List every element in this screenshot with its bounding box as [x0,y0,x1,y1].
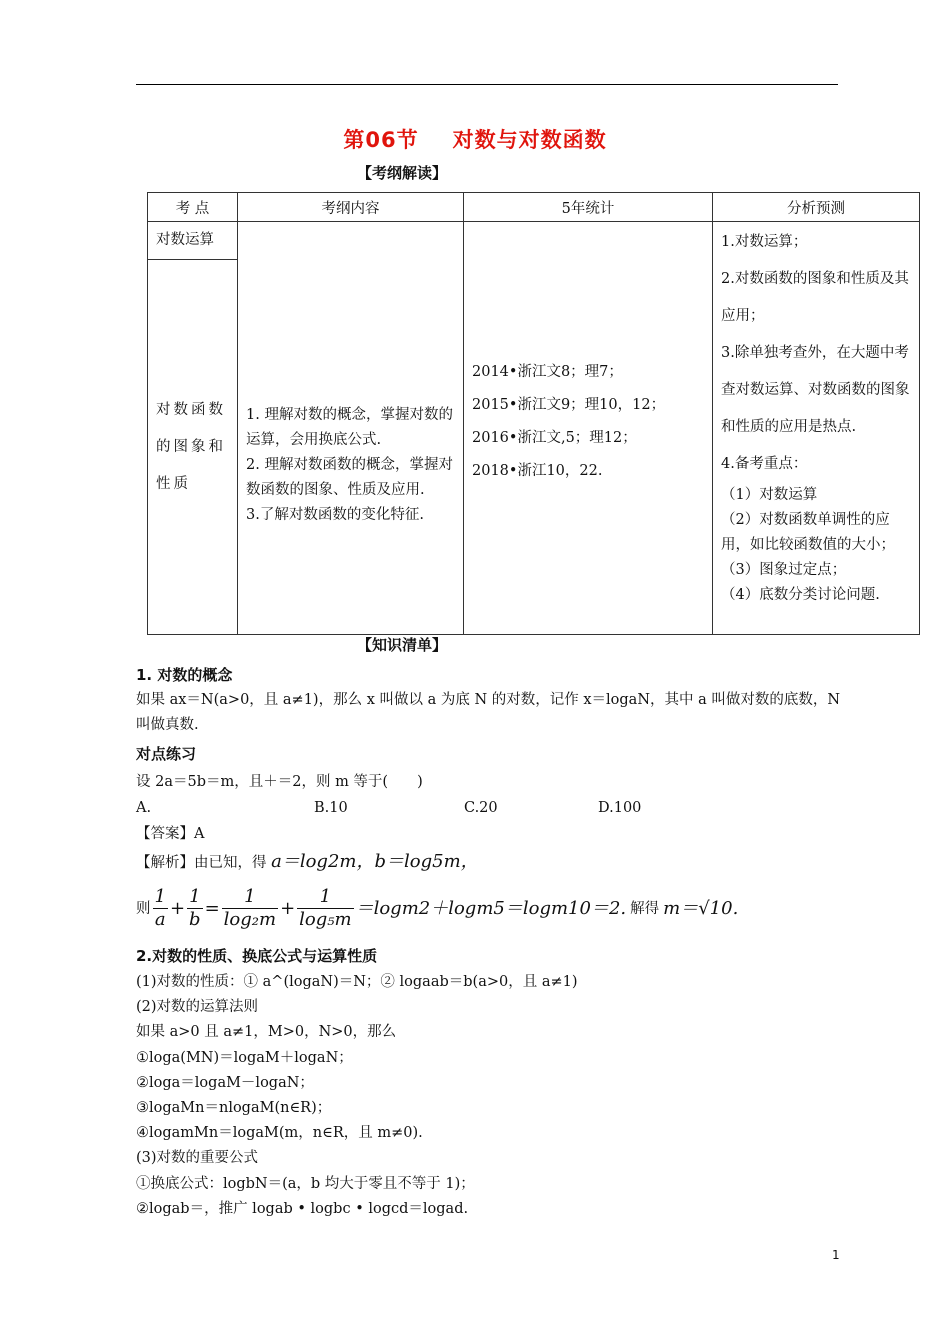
syllabus-table [147,192,920,635]
section2-line: ②loga＝logaM－logaN； [136,1074,314,1091]
content-item: 3.了解对数函数的变化特征. [246,506,424,523]
header-topic: 考 点 [148,193,238,222]
table-header-row [148,193,920,222]
stats-item: 2015•浙江文9；理10，12； [472,397,666,413]
topic-label: 对数运算 [156,232,214,248]
topic-cell-1 [148,222,238,260]
derivation-result: ＝logm2＋logm5＝logm10＝2. [355,897,627,919]
answer: 【答案】A [136,826,205,842]
option-b: B.10 [314,800,348,816]
section2-line: ①换底公式：logbN＝(a，b 均大于零且不等于 1)； [136,1175,475,1192]
section-number: 第06节 [343,128,419,152]
stats-cell [464,222,713,635]
forecast-item: 3.除单独考查外，在大题中考查对数运算、对数函数的图象和性质的应用是热点. [721,345,910,435]
header-content: 考纲内容 [238,193,464,222]
stats-item: 2018•浙江10，22. [472,463,603,479]
header-rule [136,84,838,85]
content-item: 2. 理解对数函数的概念，掌握对数函数的图象、性质及应用. [246,456,453,498]
section-name: 对数与对数函数 [452,128,607,152]
section2-line: ③logaMn＝nlogaM(n∈R)； [136,1100,332,1117]
practice-title: 对点练习 [136,745,197,763]
option-d: D.100 [598,800,642,816]
knowledge-heading: 【知识清单】 [357,636,448,654]
stats-item: 2014•浙江文8；理7； [472,364,623,380]
kaogang-heading: 【考纲解读】 [357,164,448,182]
solve-result: m＝√10. [663,897,739,919]
analysis-line [136,850,479,875]
content-item: 1. 理解对数的概念，掌握对数的运算，会用换底公式. [246,406,453,448]
forecast-item: 2.对数函数的图象和性质及其应用； [721,271,909,324]
section2-line: (3)对数的重要公式 [136,1150,259,1167]
forecast-subitem: （4）底数分类讨论问题. [721,587,880,603]
option-a: A. [136,800,152,816]
section2-line: (2)对数的运算法则 [136,999,259,1016]
solve-label: 解得 [630,900,660,917]
practice-question: 设 2a＝5b＝m，且＋＝2，则 m 等于( ) [136,774,423,790]
section2-title: 2.对数的性质、换底公式与运算性质 [136,947,378,965]
section1-title: 1. 对数的概念 [136,666,233,684]
forecast-subitem: （1）对数运算 [721,487,818,503]
stats-item: 2016•浙江文,5；理12； [472,430,637,446]
forecast-item: 1.对数运算； [721,234,808,250]
analysis-expression: a＝log2m，b＝log5m， [271,851,479,872]
fraction-1-over-a: $\frac{1}{a}$ [154,886,166,930]
section2-line: ④logamMn＝logaM(m，n∈R，且 m≠0). [136,1125,423,1142]
header-stats: 5年统计 [464,193,713,222]
forecast-item: 4.备考重点： [721,456,808,472]
analysis-label: 【解析】由已知，得 [136,855,267,871]
topic-cell-2 [148,260,238,635]
forecast-subitem: （3）图象过定点； [721,562,847,578]
fraction-1-over-b: $\frac{1}{b}$ [189,886,201,930]
section2-body [136,970,578,1222]
header-forecast: 分析预测 [713,193,920,222]
section1-definition: 如果 ax＝N(a>0，且 a≠1)，那么 x 叫做以 a 为底 N 的对数，记作 x＝logaN，其中 a 叫做对数的底数，N 叫做真数. [136,692,841,733]
fraction-1-over-log2m: $\frac{1}{\text{log₂m}}$ [223,886,277,930]
option-c: C.20 [464,800,498,816]
section2-line: ①loga(MN)＝logaM＋logaN； [136,1049,353,1066]
fraction-1-over-log5m: $\frac{1}{\text{log₅m}}$ [299,886,352,930]
page-title [0,124,950,154]
content-cell [238,222,464,635]
section2-line: ②logab＝，推广 logab • logbc • logcd＝logad. [136,1200,469,1217]
section2-line: 如果 a>0 且 a≠1，M>0，N>0，那么 [136,1024,397,1041]
topic-label: 对数函数的图象和性质 [156,401,226,492]
derivation-line: 则 $\frac{1}{a}$ + $\frac{1}{b}$ = $\frac{1}{\text{log₂m}}$ + $\frac{1}{\text{log₅m}}$ ＝logm2＋logm5＝logm10＝2. 解得 m＝√10. [136,886,739,930]
derivation-prefix: 则 [136,900,151,917]
forecast-subitem: （2）对数函数单调性的应用，如比较函数值的大小； [721,512,895,553]
forecast-cell [713,222,920,635]
section2-line: (1)对数的性质：① a^(logaN)＝N；② logaab＝b(a>0，且 a≠1) [136,974,578,990]
page-number: 1 [832,1248,840,1262]
